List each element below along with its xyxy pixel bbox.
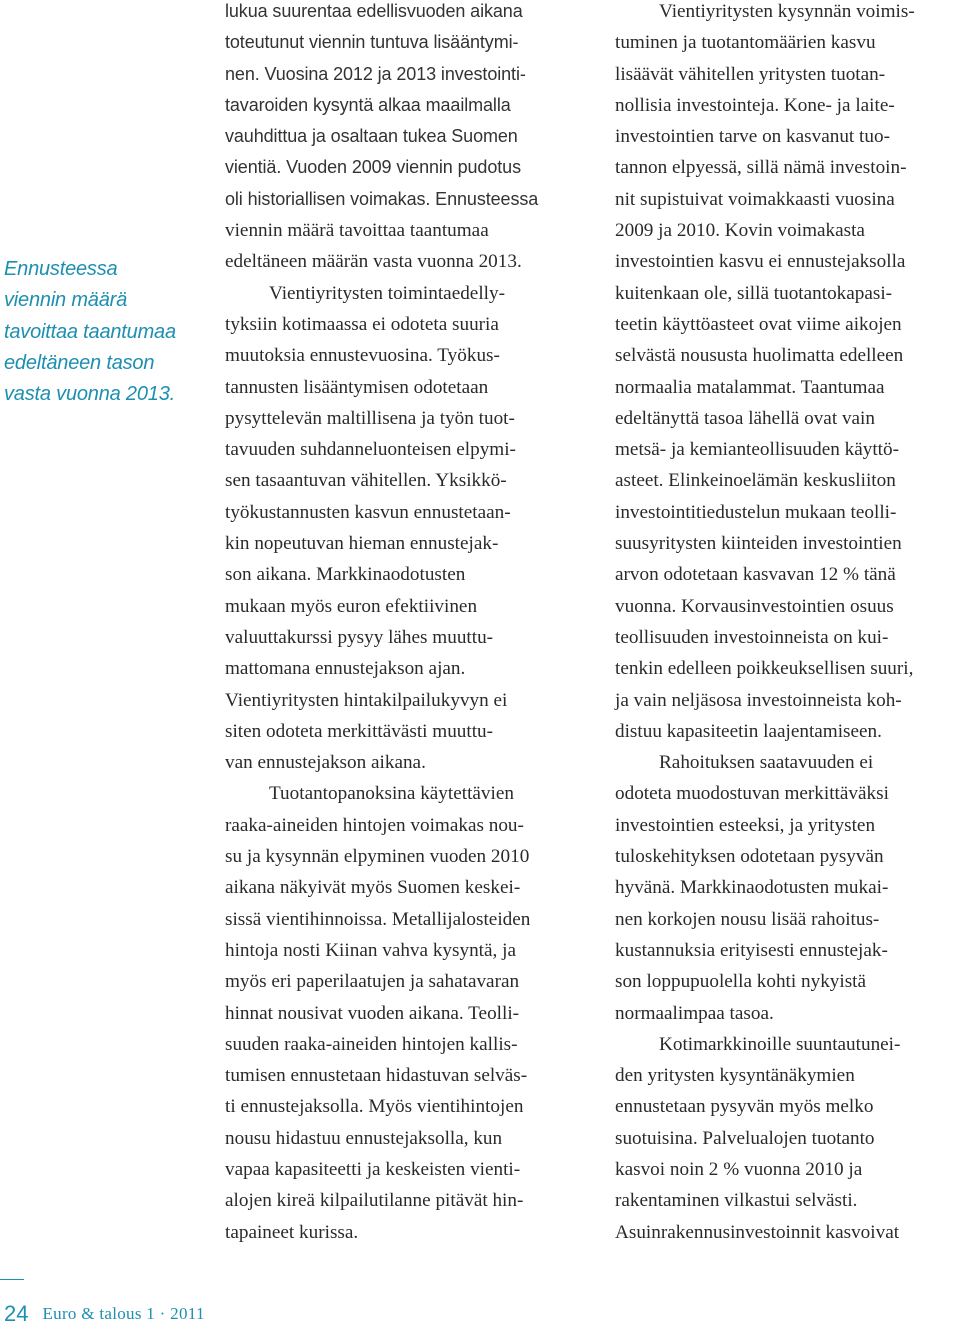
text-line: lukua suurentaa edellisvuoden aikana (225, 1, 523, 21)
text-line: rakentaminen vilkastui selvästi. (615, 1190, 858, 1212)
text-line: suuden raaka-aineiden hintojen kallis- (225, 1033, 518, 1055)
text-line: tavaroiden kysyntä alkaa maailmalla (225, 94, 511, 115)
text-line: nollisia investointeja. Kone- ja laite- (615, 94, 895, 116)
text-line: den yritysten kysyntänäkymien (615, 1065, 855, 1087)
paragraph-3 (615, 1029, 960, 1248)
text-line: kasvoi noin 2 % vuonna 2010 ja (615, 1158, 863, 1180)
text-line: suotuisina. Palvelualojen tuotanto (615, 1127, 875, 1149)
text-line: myös eri paperilaatujen ja sahatavaran (225, 971, 520, 993)
text-line: pysyttelevän maltillisena ja työn tuot- (225, 407, 515, 429)
text-line: tuloskehityksen odotetaan pysyvän (615, 846, 884, 868)
text-line: valuuttakurssi pysyy lähes muuttu- (225, 626, 494, 648)
text-line: asteet. Elinkeinoelämän keskusliiton (615, 470, 896, 492)
text-line: Vientiyritysten hintakilpailukyvyn ei (225, 689, 508, 711)
footer-rule (0, 1279, 24, 1280)
text-line: nen korkojen nousu lisää rahoitus- (615, 908, 880, 930)
text-line: Kotimarkkinoille suuntautunei- (659, 1033, 901, 1055)
paragraph-1 (615, 0, 960, 747)
paragraph-2 (615, 747, 960, 1029)
text-line: vuonna. Korvausinvestointien osuus (615, 595, 894, 617)
text-line: su ja kysynnän elpyminen vuoden 2010 (225, 846, 530, 868)
pull-quote-line: edeltäneen tason (4, 351, 155, 374)
paragraph-1 (225, 0, 580, 278)
text-line: investointien esteeksi, ja yritysten (615, 814, 876, 836)
text-column-1 (225, 0, 580, 1248)
text-line: tavuuden suhdanneluonteisen elpymi- (225, 439, 516, 461)
text-line: Vientiyritysten kysynnän voimis- (659, 1, 915, 22)
text-line: tannon elpyessä, sillä nämä investoin- (615, 157, 907, 179)
page-footer (4, 1296, 205, 1332)
text-line: teollisuuden investoinneista on kui- (615, 626, 889, 648)
text-line: mattomana ennustejakson ajan. (225, 658, 466, 680)
text-line: nen. Vuosina 2012 ja 2013 investointi- (225, 63, 526, 84)
text-line: odoteta muodostuvan merkittäväksi (615, 783, 889, 805)
text-line: nousu hidastuu ennustejaksolla, kun (225, 1127, 503, 1149)
text-line: mukaan myös euron efektiivinen (225, 595, 478, 617)
text-line: lisäävät vähitellen yritysten tuotan- (615, 63, 886, 85)
text-column-2 (615, 0, 960, 1248)
text-line: työkustannusten kasvun ennustetaan- (225, 501, 511, 523)
text-line: Vientiyritysten toimintaedelly- (269, 282, 505, 304)
text-line: arvon odotetaan kasvavan 12 % tänä (615, 564, 896, 586)
text-line: muutoksia ennustevuosina. Työkus- (225, 345, 500, 367)
pull-quote-line: vasta vuonna 2013. (4, 383, 175, 406)
text-line: Asuinrakennusinvestoinnit kasvoivat (615, 1221, 900, 1243)
text-line: kuitenkaan ole, sillä tuotantokapasi- (615, 282, 893, 304)
text-line: 2009 ja 2010. Kovin voimakasta (615, 220, 865, 242)
page-number: 24 (4, 1301, 29, 1326)
text-line: viennin määrä tavoittaa taantumaa (225, 220, 489, 242)
text-line: investointitiedustelun mukaan teolli- (615, 501, 897, 523)
text-line: siten odoteta merkittävästi muuttu- (225, 720, 494, 742)
text-line: kustannuksia erityisesti ennustejak- (615, 939, 888, 961)
text-line: toteutunut viennin tuntuva lisääntymi- (225, 32, 519, 53)
text-line: son loppupuolella kohti nykyistä (615, 971, 867, 993)
pull-quote-line: Ennusteessa (4, 258, 118, 280)
pull-quote-line: viennin määrä (4, 289, 128, 312)
text-line: tapaineet kurissa. (225, 1221, 359, 1243)
text-line: vientiä. Vuoden 2009 viennin pudotus (225, 157, 521, 178)
text-line: van ennustejakson aikana. (225, 752, 426, 774)
text-line: alojen kireä kilpailutilanne pitävät hin- (225, 1190, 524, 1212)
text-line: Tuotantopanoksina käytettävien (269, 783, 514, 805)
text-line: investointien tarve on kasvanut tuo- (615, 126, 890, 148)
text-line: investointien kasvu ei ennustejaksolla (615, 251, 906, 273)
paragraph-2 (225, 278, 580, 779)
text-line: hyvänä. Markkinaodotusten mukai- (615, 877, 889, 899)
text-line: aikana näkyivät myös Suomen keskei- (225, 877, 521, 899)
text-line: nit supistuivat voimakkaasti vuosina (615, 188, 895, 210)
text-line: metsä- ja kemianteollisuuden käyttö- (615, 439, 899, 461)
text-line: normaalimpaa tasoa. (615, 1002, 774, 1024)
text-line: tuminen ja tuotantomäärien kasvu (615, 32, 876, 54)
text-line: son aikana. Markkinaodotusten (225, 564, 466, 586)
pull-quote-line: tavoittaa taantumaa (4, 320, 176, 343)
text-line: suusyritysten kiinteiden investointien (615, 533, 902, 555)
publication-name: Euro & talous 1 · 2011 (42, 1304, 205, 1323)
text-line: normaalia matalammat. Taantumaa (615, 376, 885, 398)
text-line: ja vain neljäsosa investoinneista koh- (615, 689, 902, 711)
text-line: ti ennustejaksolla. Myös vientihintojen (225, 1096, 524, 1118)
text-line: sen tasaantuvan vähitellen. Yksikkö- (225, 470, 507, 492)
text-line: tenkin edelleen poikkeuksellisen suuri, (615, 658, 914, 680)
text-line: sissä vientihinnoissa. Metallijalosteiden (225, 908, 531, 930)
text-line: tannusten lisääntymisen odotetaan (225, 376, 489, 398)
text-line: tyksiin kotimaassa ei odoteta suuria (225, 313, 499, 335)
text-line: distuu kapasiteetin laajentamiseen. (615, 720, 882, 742)
paragraph-3 (225, 778, 580, 1247)
text-line: edeltäneen määrän vasta vuonna 2013. (225, 251, 522, 273)
text-line: raaka-aineiden hintojen voimakas nou- (225, 814, 524, 836)
text-line: edeltänyttä tasoa lähellä ovat vain (615, 407, 875, 429)
text-line: tumisen ennustetaan hidastuvan selväs- (225, 1065, 528, 1087)
text-line: Rahoituksen saatavuuden ei (659, 752, 874, 774)
text-line: ennustetaan pysyvän myös melko (615, 1096, 874, 1118)
text-line: vauhdittua ja osaltaan tukea Suomen (225, 126, 518, 147)
text-line: hinnat nousivat vuoden aikana. Teolli- (225, 1002, 520, 1024)
text-line: kin nopeutuvan hieman ennustejak- (225, 533, 499, 555)
pull-quote (4, 254, 204, 410)
text-line: hintoja nosti Kiinan vahva kysyntä, ja (225, 939, 516, 961)
text-line: vapaa kapasiteetti ja keskeisten vienti- (225, 1158, 521, 1180)
text-line: selvästä noususta huolimatta edelleen (615, 345, 904, 367)
text-line: oli historiallisen voimakas. Ennusteessa (225, 188, 539, 209)
text-line: teetin käyttöasteet ovat viime aikojen (615, 313, 902, 335)
